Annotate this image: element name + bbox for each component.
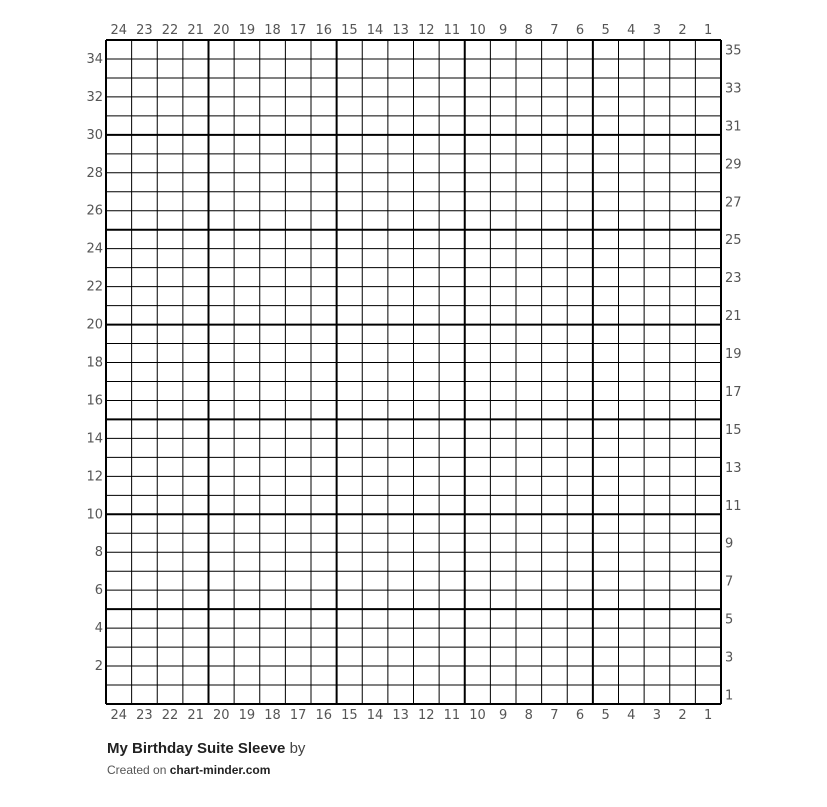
col-label-bottom: 3 xyxy=(652,708,662,723)
col-label-bottom: 23 xyxy=(136,708,153,723)
row-label-right: 19 xyxy=(725,347,742,363)
row-label-left: 28 xyxy=(86,165,103,181)
created-prefix: Created on xyxy=(107,763,167,777)
col-label-top: 22 xyxy=(161,23,179,38)
col-label-bottom: 19 xyxy=(238,708,256,723)
col-label-bottom: 2 xyxy=(678,708,687,723)
col-label-top: 21 xyxy=(187,23,204,38)
col-label-bottom: 7 xyxy=(550,708,559,723)
col-label-top: 16 xyxy=(315,23,333,38)
row-label-left: 24 xyxy=(86,241,103,257)
col-label-bottom: 20 xyxy=(213,708,230,723)
by-label: by xyxy=(289,740,306,757)
row-label-left: 32 xyxy=(86,89,103,105)
col-label-top: 5 xyxy=(601,23,610,38)
row-label-left: 8 xyxy=(94,545,103,561)
row-label-right: 1 xyxy=(725,688,734,704)
row-label-right: 13 xyxy=(725,460,742,476)
col-label-bottom: 11 xyxy=(443,708,461,723)
col-label-bottom: 4 xyxy=(627,708,636,723)
row-label-left: 22 xyxy=(86,279,103,295)
row-label-left: 2 xyxy=(94,659,103,675)
title-line xyxy=(107,740,305,757)
col-label-bottom: 18 xyxy=(264,708,281,723)
row-label-left: 6 xyxy=(94,583,103,599)
row-label-left: 14 xyxy=(86,431,103,447)
row-label-right: 5 xyxy=(725,612,734,628)
col-label-bottom: 5 xyxy=(601,708,610,723)
row-label-right: 25 xyxy=(725,233,742,249)
col-label-bottom: 1 xyxy=(704,708,713,723)
row-label-left: 16 xyxy=(86,393,103,409)
row-label-left: 26 xyxy=(86,203,103,219)
col-label-top: 8 xyxy=(524,23,533,38)
col-label-top: 3 xyxy=(652,23,662,38)
site-link[interactable]: chart-minder.com xyxy=(169,763,271,777)
col-label-top: 17 xyxy=(289,23,307,38)
col-label-top: 20 xyxy=(213,23,230,38)
col-label-bottom: 24 xyxy=(110,708,128,723)
col-label-bottom: 6 xyxy=(575,708,585,723)
row-label-left: 20 xyxy=(86,317,103,333)
chart-footer xyxy=(107,740,305,777)
col-label-bottom: 10 xyxy=(469,708,486,723)
row-label-left: 30 xyxy=(86,127,103,143)
col-label-top: 10 xyxy=(469,23,486,38)
row-label-right: 21 xyxy=(725,309,742,325)
row-label-right: 11 xyxy=(725,498,742,514)
col-label-top: 24 xyxy=(110,23,128,38)
col-label-top: 12 xyxy=(418,23,435,38)
col-label-top: 9 xyxy=(499,23,508,38)
col-label-bottom: 12 xyxy=(418,708,435,723)
col-label-bottom: 13 xyxy=(392,708,409,723)
row-label-right: 15 xyxy=(725,422,742,438)
col-label-bottom: 17 xyxy=(289,708,307,723)
row-label-left: 12 xyxy=(86,469,103,485)
row-label-right: 23 xyxy=(725,271,742,287)
col-label-bottom: 9 xyxy=(499,708,508,723)
row-label-left: 34 xyxy=(86,51,103,67)
row-label-left: 4 xyxy=(94,621,103,637)
col-label-top: 14 xyxy=(366,23,384,38)
chart-title[interactable]: My Birthday Suite Sleeve xyxy=(107,740,286,757)
col-label-bottom: 8 xyxy=(524,708,533,723)
col-label-top: 19 xyxy=(238,23,256,38)
col-label-bottom: 15 xyxy=(341,708,358,723)
created-on-line xyxy=(107,763,305,777)
col-label-top: 23 xyxy=(136,23,153,38)
col-label-bottom: 22 xyxy=(161,708,179,723)
row-label-right: 17 xyxy=(725,384,742,400)
row-label-right: 31 xyxy=(725,119,742,135)
col-label-top: 4 xyxy=(627,23,636,38)
col-label-top: 2 xyxy=(678,23,687,38)
col-label-top: 11 xyxy=(443,23,461,38)
row-label-right: 33 xyxy=(725,81,742,97)
row-label-left: 18 xyxy=(86,355,103,371)
row-label-left: 10 xyxy=(86,507,103,523)
col-label-bottom: 16 xyxy=(315,708,333,723)
col-label-top: 15 xyxy=(341,23,358,38)
row-label-right: 35 xyxy=(725,43,742,59)
row-label-right: 3 xyxy=(725,650,734,666)
col-label-top: 7 xyxy=(550,23,559,38)
col-label-top: 13 xyxy=(392,23,409,38)
col-label-top: 18 xyxy=(264,23,281,38)
col-label-top: 1 xyxy=(704,23,713,38)
row-label-right: 27 xyxy=(725,195,742,211)
row-label-right: 7 xyxy=(725,574,734,590)
row-label-right: 29 xyxy=(725,157,742,173)
col-label-top: 6 xyxy=(575,23,585,38)
row-label-right: 9 xyxy=(725,536,734,552)
col-label-bottom: 21 xyxy=(187,708,204,723)
col-label-bottom: 14 xyxy=(366,708,384,723)
